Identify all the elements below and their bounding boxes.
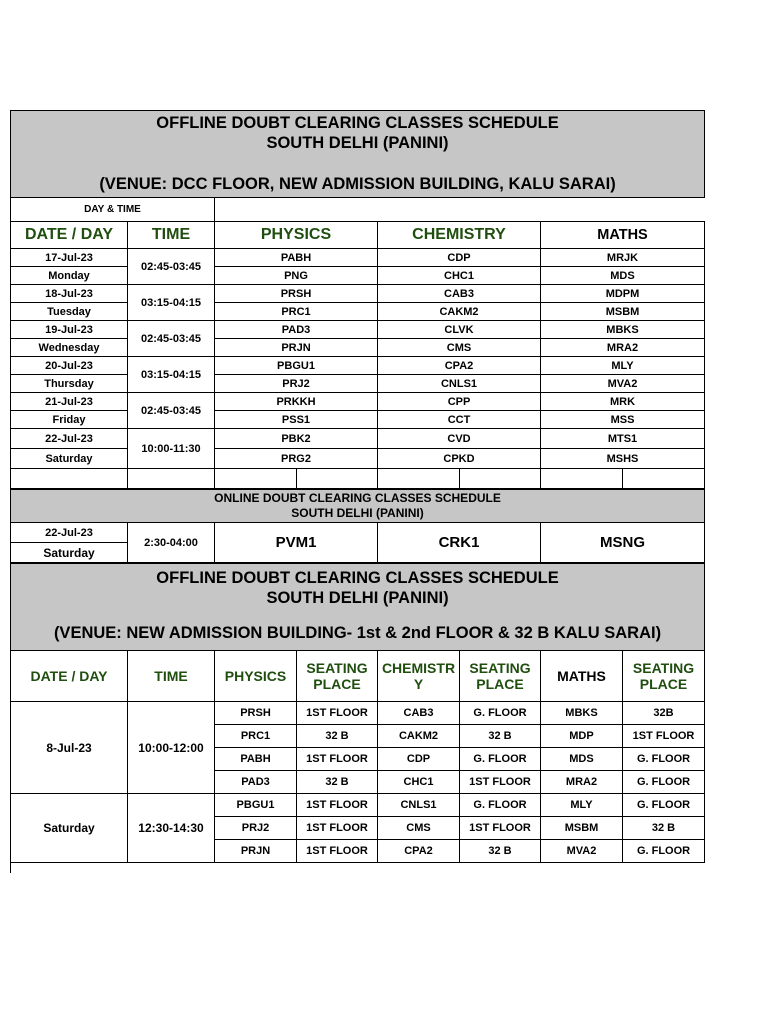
chemistry-seat: 32 B — [460, 725, 541, 748]
chemistry-seat: G. FLOOR — [460, 794, 541, 817]
row-day: Saturday — [11, 449, 128, 469]
physics-code: PBGU1 — [215, 357, 378, 375]
online-chemistry: CRK1 — [378, 523, 541, 563]
offline-venue: (VENUE: DCC FLOOR, NEW ADMISSION BUILDING, KALU SARAI) — [99, 175, 616, 193]
physics-seat: 1ST FLOOR — [297, 702, 378, 725]
row-date: 20-Jul-23 — [11, 357, 128, 375]
maths-code: MBKS — [541, 702, 623, 725]
maths-seat: G. FLOOR — [623, 794, 705, 817]
online-title: ONLINE DOUBT CLEARING CLASSES SCHEDULE — [214, 491, 501, 505]
maths-code: MDPM — [541, 285, 705, 303]
row-time: 02:45-03:45 — [128, 321, 215, 357]
chemistry-code: CVD — [378, 429, 541, 449]
chemistry-code: CPKD — [378, 449, 541, 469]
header-physics: PHYSICS — [215, 222, 378, 249]
maths-code: MDS — [541, 267, 705, 285]
physics-seat: 1ST FLOOR — [297, 748, 378, 771]
maths-code: MSS — [541, 411, 705, 429]
offline2-title-block — [11, 564, 705, 651]
row-day: Friday — [11, 411, 128, 429]
offline-subtitle: SOUTH DELHI (PANINI) — [266, 134, 449, 152]
header-text: CHEMISTR — [381, 660, 456, 676]
chemistry-code: CDP — [378, 249, 541, 267]
chemistry-seat: G. FLOOR — [460, 748, 541, 771]
physics-code: PRSH — [215, 285, 378, 303]
offline-title: OFFLINE DOUBT CLEARING CLASSES SCHEDULE — [156, 114, 559, 132]
header-seating-place-maths — [623, 651, 705, 702]
maths-code: MLY — [541, 357, 705, 375]
maths-code: MVA2 — [541, 840, 623, 863]
maths-seat: 32B — [623, 702, 705, 725]
chemistry-code: CAB3 — [378, 285, 541, 303]
blank-header-cell — [215, 198, 705, 222]
physics-seat: 1ST FLOOR — [297, 840, 378, 863]
physics-seat: 1ST FLOOR — [297, 817, 378, 840]
physics-code: PRG2 — [215, 449, 378, 469]
maths-seat: G. FLOOR — [623, 748, 705, 771]
physics-code: PRJN — [215, 840, 297, 863]
chemistry-code: CPP — [378, 393, 541, 411]
maths-code: MRJK — [541, 249, 705, 267]
chemistry-code: CMS — [378, 817, 460, 840]
physics-code: PRSH — [215, 702, 297, 725]
row-date: 17-Jul-23 — [11, 249, 128, 267]
online-subtitle: SOUTH DELHI (PANINI) — [291, 506, 424, 520]
row-date: 21-Jul-23 — [11, 393, 128, 411]
chemistry-code: CAKM2 — [378, 725, 460, 748]
header-maths: MATHS — [541, 651, 623, 702]
online-schedule-table — [10, 489, 705, 563]
row-day: Wednesday — [11, 339, 128, 357]
chemistry-code: CHC1 — [378, 267, 541, 285]
online-title-block — [11, 490, 705, 523]
header-chemistry: CHEMISTRY — [378, 222, 541, 249]
maths-code: MSHS — [541, 449, 705, 469]
physics-code: PRKKH — [215, 393, 378, 411]
header-seating-place-physics — [297, 651, 378, 702]
header-text: Y — [413, 676, 424, 692]
chemistry-code: CCT — [378, 411, 541, 429]
row-time: 10:00-11:30 — [128, 429, 215, 469]
chemistry-seat: 1ST FLOOR — [460, 817, 541, 840]
physics-code: PBGU1 — [215, 794, 297, 817]
row-date: 19-Jul-23 — [11, 321, 128, 339]
chemistry-seat: G. FLOOR — [460, 702, 541, 725]
physics-seat: 1ST FLOOR — [297, 794, 378, 817]
maths-code: MTS1 — [541, 429, 705, 449]
maths-code: MSBM — [541, 817, 623, 840]
header-text: SEATING — [306, 660, 368, 676]
physics-code: PAD3 — [215, 771, 297, 794]
maths-code: MRK — [541, 393, 705, 411]
chemistry-code: CDP — [378, 748, 460, 771]
physics-code: PRJ2 — [215, 375, 378, 393]
group-day: Saturday — [11, 794, 128, 863]
header-seating-place-chemistry — [460, 651, 541, 702]
offline2-title: OFFLINE DOUBT CLEARING CLASSES SCHEDULE — [156, 569, 559, 587]
row-day: Thursday — [11, 375, 128, 393]
header-text: SEATING — [632, 660, 695, 676]
physics-code: PABH — [215, 249, 378, 267]
chemistry-code: CNLS1 — [378, 794, 460, 817]
header-date-day: DATE / DAY — [11, 222, 128, 249]
chemistry-seat: 1ST FLOOR — [460, 771, 541, 794]
physics-code: PNG — [215, 267, 378, 285]
chemistry-code: CNLS1 — [378, 375, 541, 393]
physics-code: PBK2 — [215, 429, 378, 449]
group-time: 10:00-12:00 — [128, 702, 215, 794]
maths-code: MLY — [541, 794, 623, 817]
group-time: 12:30-14:30 — [128, 794, 215, 863]
row-time: 02:45-03:45 — [128, 249, 215, 285]
physics-code: PRC1 — [215, 303, 378, 321]
physics-seat: 32 B — [297, 725, 378, 748]
schedule-sheet — [10, 110, 704, 873]
chemistry-code: CLVK — [378, 321, 541, 339]
maths-code: MRA2 — [541, 339, 705, 357]
row-date: 18-Jul-23 — [11, 285, 128, 303]
maths-seat: 32 B — [623, 817, 705, 840]
header-chemistry — [378, 651, 460, 702]
header-time: TIME — [128, 222, 215, 249]
group-date: 8-Jul-23 — [11, 702, 128, 794]
row-date: 22-Jul-23 — [11, 429, 128, 449]
online-day: Saturday — [11, 543, 128, 563]
chemistry-code: CAKM2 — [378, 303, 541, 321]
chemistry-code: CAB3 — [378, 702, 460, 725]
maths-code: MSBM — [541, 303, 705, 321]
maths-code: MRA2 — [541, 771, 623, 794]
offline-title-block — [11, 111, 705, 198]
row-time: 03:15-04:15 — [128, 285, 215, 321]
maths-seat: G. FLOOR — [623, 771, 705, 794]
physics-code: PRJN — [215, 339, 378, 357]
physics-code: PSS1 — [215, 411, 378, 429]
chemistry-code: CHC1 — [378, 771, 460, 794]
maths-seat: 1ST FLOOR — [623, 725, 705, 748]
chemistry-seat: 32 B — [460, 840, 541, 863]
physics-code: PABH — [215, 748, 297, 771]
header-maths: MATHS — [541, 222, 705, 249]
online-physics: PVM1 — [215, 523, 378, 563]
offline2-venue: (VENUE: NEW ADMISSION BUILDING- 1st & 2nd FLOOR & 32 B KALU SARAI) — [53, 624, 662, 642]
table-edge-line — [10, 863, 11, 873]
header-text: PLACE — [476, 676, 524, 692]
header-time: TIME — [128, 651, 215, 702]
day-time-label: DAY & TIME — [11, 198, 215, 222]
row-time: 03:15-04:15 — [128, 357, 215, 393]
header-text: SEATING — [469, 660, 531, 676]
chemistry-code: CMS — [378, 339, 541, 357]
header-text: PLACE — [639, 676, 688, 692]
row-day: Tuesday — [11, 303, 128, 321]
empty-row — [11, 469, 705, 489]
online-date: 22-Jul-23 — [11, 523, 128, 543]
maths-seat: G. FLOOR — [623, 840, 705, 863]
online-time: 2:30-04:00 — [128, 523, 215, 563]
maths-code: MDS — [541, 748, 623, 771]
online-maths: MSNG — [541, 523, 705, 563]
row-time: 02:45-03:45 — [128, 393, 215, 429]
row-day: Monday — [11, 267, 128, 285]
physics-code: PRJ2 — [215, 817, 297, 840]
chemistry-code: CPA2 — [378, 840, 460, 863]
physics-seat: 32 B — [297, 771, 378, 794]
offline2-subtitle: SOUTH DELHI (PANINI) — [266, 589, 449, 607]
header-date-day: DATE / DAY — [11, 651, 128, 702]
chemistry-code: CPA2 — [378, 357, 541, 375]
physics-code: PAD3 — [215, 321, 378, 339]
header-physics: PHYSICS — [215, 651, 297, 702]
offline-schedule-table-1 — [10, 110, 705, 489]
physics-code: PRC1 — [215, 725, 297, 748]
header-text: PLACE — [313, 676, 361, 692]
maths-code: MBKS — [541, 321, 705, 339]
offline-schedule-table-2 — [10, 563, 705, 863]
maths-code: MVA2 — [541, 375, 705, 393]
maths-code: MDP — [541, 725, 623, 748]
